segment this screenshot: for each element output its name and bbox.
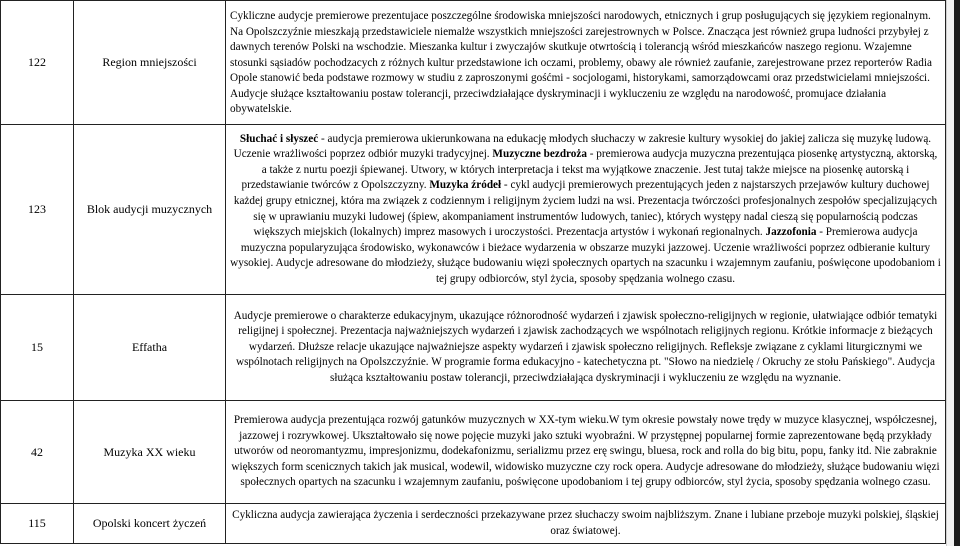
segment-text: - premierowa audycja muzyczna prezentująca piosenkę artystyczną, aktorską, a także z nurtu poezji śpiewanej. Utwory, w których interpretacja i tekst ma wyjątkowe znaczenie. Jest tutaj także miejsce na piosenkę autorską i przedstawianie twórców z Opolszczyzny. xyxy=(241,148,938,192)
table-row xyxy=(1,401,946,504)
row-description: Cykliczna audycja zawierająca życzenia i serdeczności przekazywane przez słuchaczy swoim najbliższym. Znane i lubiane przeboje muzyki polskiej, śląskiej oraz światowej. xyxy=(226,504,946,544)
row-name: Muzyka XX wieku xyxy=(74,401,226,504)
row-description: Premierowa audycja prezentująca rozwój gatunków muzycznych w XX-tym wieku.W tym okresie powstały nowe trędy w muzyce klasycznej, współczesnej, jazzowej i rozrywkowej. Ukształtowało się nowe pojęcie muzyki jako sztuki wyobraźni. W przystępnej popularnej formie zaprezentowane będą przykłady utworów od neoromantyzmu, impresjonizmu, dodekafonizmu, serializmu przez erę swingu, bluesa, rock and rolla do big bitu, popu, fanky itd. Nie zabraknie większych form scenicznych takich jak musical, wodewil, widowisko muzyczne czy rock opera. Audycje adresowane do młodzieży, służące budowaniu więzi społecznych opartych na szacunku i wzajemnym zaufaniu, poświęcone upodobaniom i tej grupy odbiorców, styl życia, sposoby spędzania wolnego czasu. xyxy=(226,401,946,504)
row-description xyxy=(226,125,946,295)
row-name: Blok audycji muzycznych xyxy=(74,125,226,295)
segment-title: Jazzofonia xyxy=(765,226,817,239)
row-description: Audycje premierowe o charakterze edukacyjnym, ukazujące różnorodność wydarzeń i zjawisk społeczno-religijnych w regionie, ułatwiające odbiór tematyki religijnej i społecznej. Prezentacja najważniejszych wydarzeń i zjawisk zachodzących we wspólnotach religijnych regionu. Krótkie informacje z bieżących wydarzeń. Dłuższe relacje ukazujące najważniejsze aspekty wydarzeń i zjawisk społeczno religijnych. Refleksje związane z cyklami liturgicznymi we wspólnotach religijnych na Opolszczyźnie. W programie forma edukacyjno - katechetyczna pt. "Słowo na niedzielę / Okruchy ze stołu Pańskiego". Audycja służąca kształtowaniu postaw tolerancji, przeciwdziałająca dyskryminacji i wykluczeniu ze względu na wyznanie. xyxy=(226,295,946,401)
row-number: 123 xyxy=(1,125,74,295)
row-number: 42 xyxy=(1,401,74,504)
segment-title: Muzyczne bezdroża xyxy=(492,148,587,161)
table-row xyxy=(1,125,946,295)
row-number: 115 xyxy=(1,504,74,544)
table-row xyxy=(1,504,946,544)
window-edge xyxy=(954,0,960,546)
segment-text: - audycja premierowa ukierunkowana na edukację młodych słuchaczy w zakresie kultury wysokiej do jakiej zalicza się muzykę ludową. Uczenie wrażliwości poprzez odbiór muzyki tradycyjnej. xyxy=(233,132,932,161)
segment-title: Muzyka źródeł xyxy=(429,179,502,192)
segment-title: Słuchać i słyszeć xyxy=(239,132,319,145)
table-row xyxy=(1,295,946,401)
segment-text: - Premierowa audycja muzyczna popularyzująca środowisko, wykonawców i bieżace wydarzenia w obszarze muzyki jazzowej. Uczenie wrażliwości poprzez odbieranie kultury wysokiej. Audycje adresowane do młodzieży, służące budowaniu więzi społecznych opartych na szacunku i wzajemnym zaufaniu, poświęcone upodobaniom i tej grupy odbiorców, styl życia, sposoby spędzania wolnego czasu. xyxy=(230,226,941,285)
table-row xyxy=(1,1,946,125)
row-number: 122 xyxy=(1,1,74,125)
row-name: Region mniejszości xyxy=(74,1,226,125)
row-name: Effatha xyxy=(74,295,226,401)
row-name: Opolski koncert życzeń xyxy=(74,504,226,544)
row-number: 15 xyxy=(1,295,74,401)
row-description: Cykliczne audycje premierowe prezentujace poszczególne środowiska mniejszości narodowych, etnicznych i grup posługujących się językiem regionalnym. Na Opolszczyźnie mieszkają przedstawiciele niemalże wszystkich mniejszości zarejestrownych w Polsce. Znacząca jest również grupa ludności przybyłej z dawnych terenów Polski na wschodzie. Mieszanka kultur i zwyczajów skutkuje otwrtością i tolerancją wśród mieszkańców naszego regionu. Wzajemne stosunki sąsiadów pochodzacych z różnych kultur przedstawione ich oczami, problemy, obawy ale również zaufanie, zarejestrowane przez reporterów Radia Opole stanowić beda podstawe rozmowy w studiu z zaproszonymi gośćmi - socjologami, historykami, samorządowcami oraz przedstwicielami mniejszości. Audycje służące kształtowaniu postaw tolerancji, przeciwdziałające dyskryminacji i wykluczeniu ze względu na narodowość, promujace działania obywatelskie. xyxy=(226,1,946,125)
segment-text: - cykl audycji premierowych prezentujących jeden z najstarszych przejawów kultury duchowej każdej grupy etnicznej, która ma związek z codziennym i religijnym życiem ludzi na wsi. Prezentacja twórczości profesjonalnych zespołów specjalizujących się w uprawianiu muzyki ludowej (śpiew, akompaniament instrumentów ludowych, taniec), których występy nadal cieszą się popularnością podczas większych miejskich (lokalnych) imprez masowych i uroczystości. Prezentacja artystów i wykonań regionalnych. xyxy=(233,179,938,239)
